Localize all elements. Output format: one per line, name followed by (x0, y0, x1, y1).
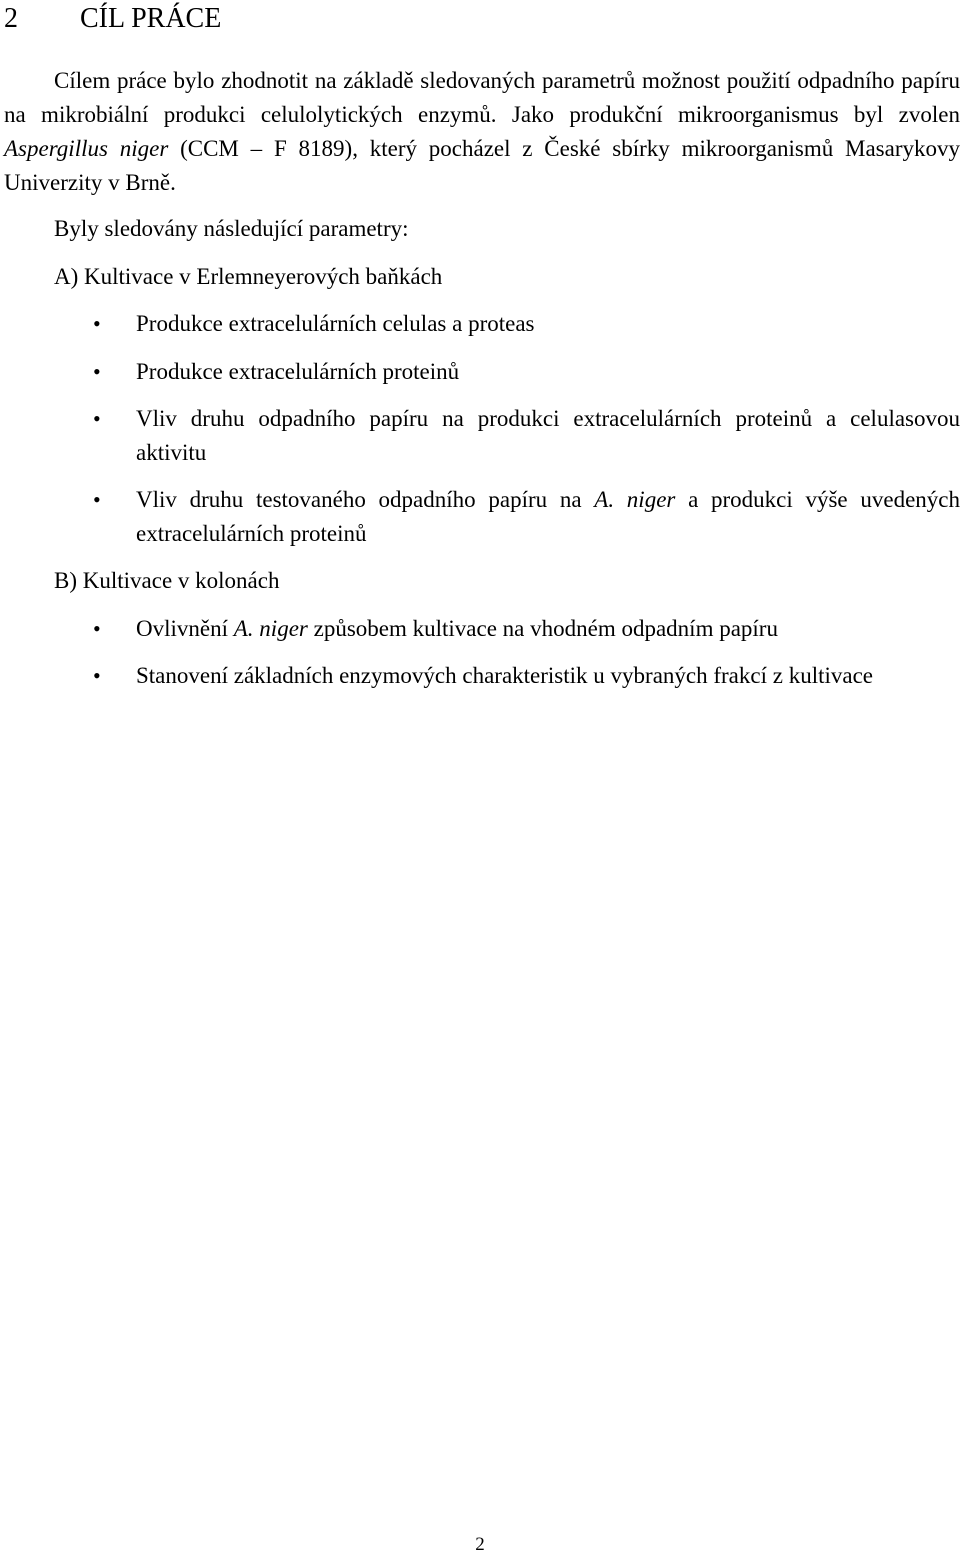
chapter-number: 2 (4, 3, 18, 34)
list-item-organism-name: A. niger (594, 487, 676, 512)
list-item-text (136, 612, 960, 646)
list-item-text-part1: Vliv druhu testovaného odpadního papíru na (136, 487, 595, 512)
list-item-text: Vliv druhu odpadního papíru na produkci extracelulárních proteinů a celulasovou aktivitu (136, 406, 960, 465)
list-item-organism-name: A. niger (233, 616, 308, 641)
bullet-icon: • (93, 487, 101, 512)
intro-paragraph (4, 64, 960, 200)
chapter-title: CÍL PRÁCE (80, 3, 222, 34)
intro-organism-name: Aspergillus niger (4, 136, 169, 161)
bullet-icon: • (93, 311, 101, 336)
section-b-title: B) Kultivace v kolonách (54, 568, 280, 593)
bullet-icon: • (93, 406, 101, 431)
bullet-icon: • (93, 663, 101, 688)
list-item-text: Produkce extracelulárních celulas a proteas (136, 311, 535, 336)
list-item-text: Produkce extracelulárních proteinů (136, 359, 460, 384)
section-a-title: A) Kultivace v Erlemneyerových baňkách (54, 264, 443, 289)
list-item-text-part1: Ovlivnění (136, 616, 234, 641)
list-item-text-part2: způsobem kultivace na vhodném odpadním papíru (307, 616, 778, 641)
list-item-text: Stanovení základních enzymových charakteristik u vybraných frakcí z kultivace (136, 663, 873, 688)
chapter-heading (4, 2, 221, 36)
intro-text-part2: (CCM – F 8189), který pocházel z České sbírky mikroorganismů Masarykovy Univerzity v Brně. (4, 136, 960, 195)
parameters-intro: Byly sledovány následující parametry: (54, 216, 409, 241)
page-number: 2 (475, 1534, 485, 1555)
intro-text-part1: Cílem práce bylo zhodnotit na základě sledovaných parametrů možnost použití odpadního papíru na mikrobiální produkci celulolytických enzymů. Jako produkční mikroorganismus byl zvolen (4, 68, 960, 127)
bullet-icon: • (93, 359, 101, 384)
list-item-text-part2: a produkci výše uvedených extracelulárních proteinů (136, 487, 960, 546)
bullet-icon: • (93, 616, 101, 641)
list-item-text (136, 483, 960, 551)
